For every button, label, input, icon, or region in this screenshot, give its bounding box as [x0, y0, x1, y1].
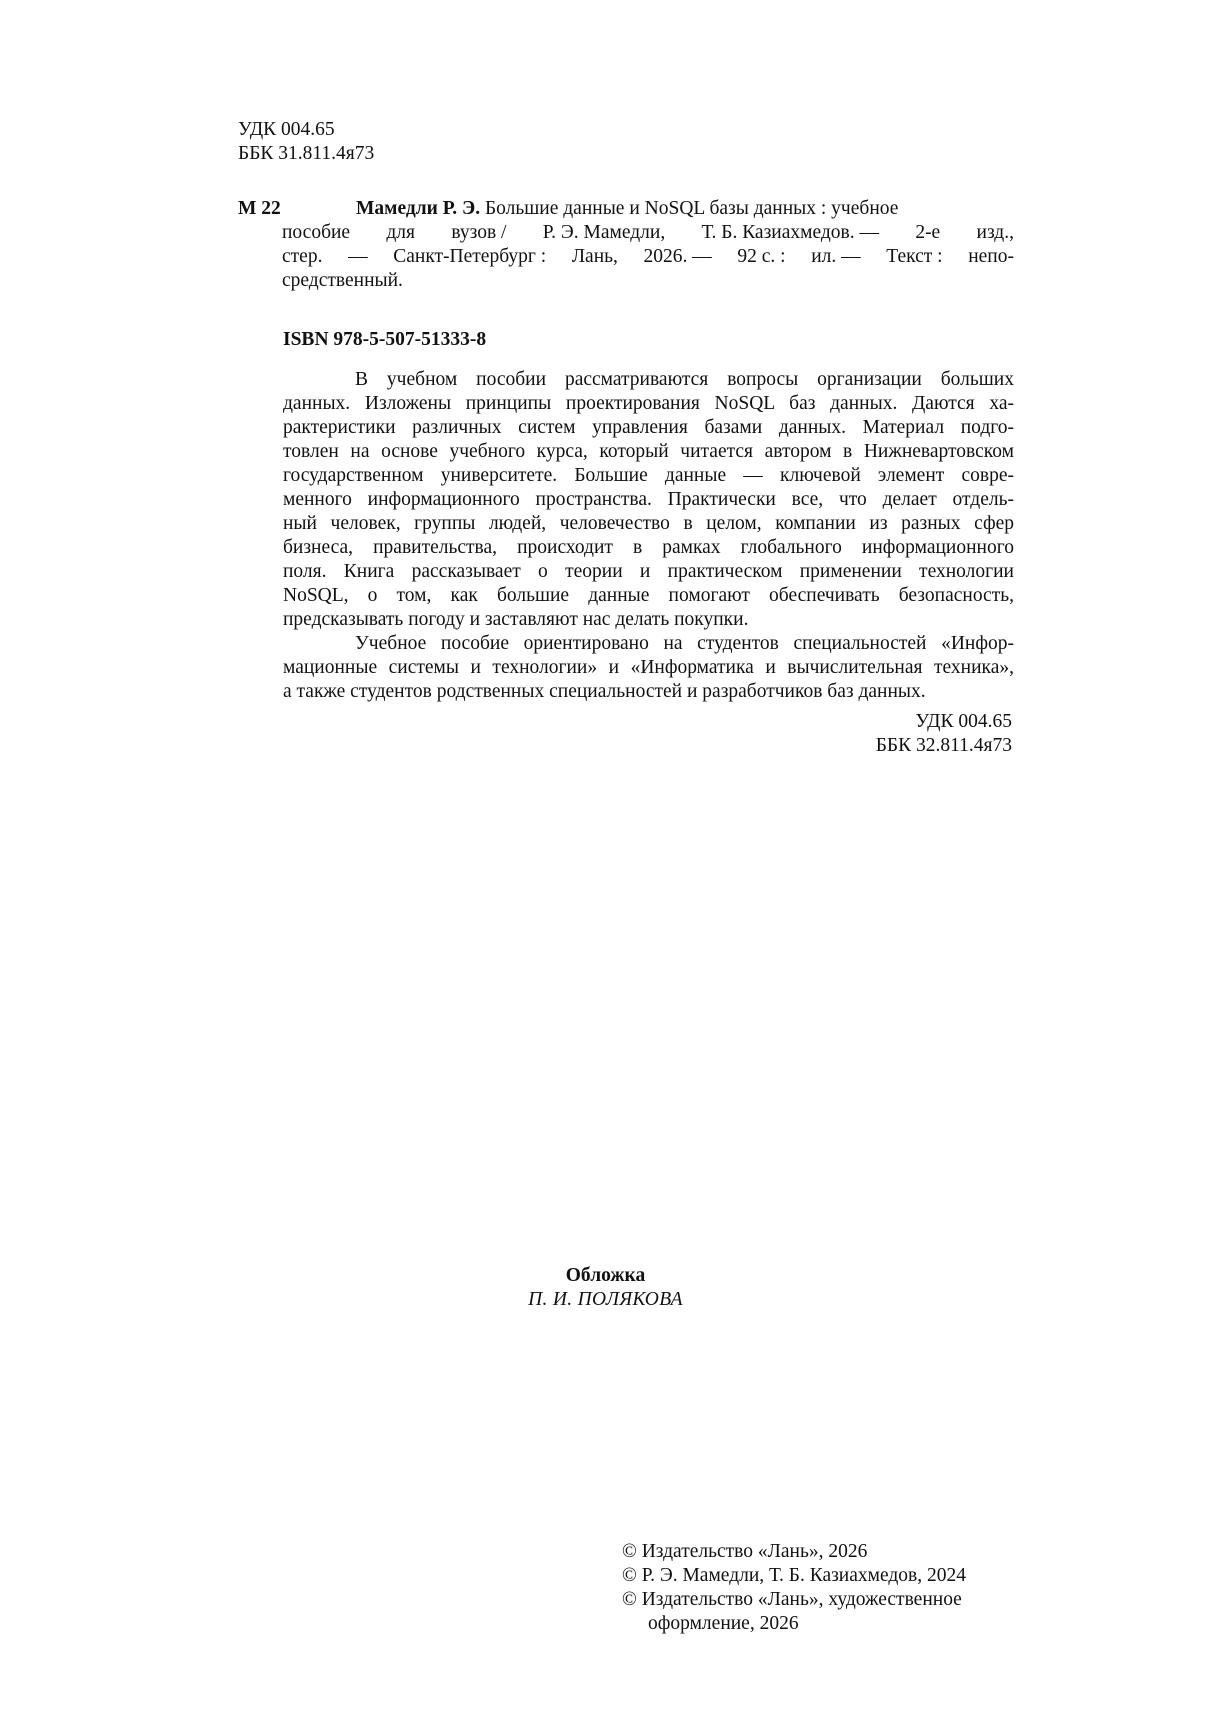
copyright-line: оформление, 2026 [648, 1613, 799, 1634]
catalog-entry [282, 197, 1014, 293]
udk-code: УДК 004.65 [238, 119, 335, 140]
udk-code: УДК 004.65 [915, 711, 1012, 732]
footer-classification-codes [876, 710, 1012, 758]
cover-label: Обложка [565, 1265, 646, 1286]
catalog-word: Лань, [571, 246, 618, 267]
catalog-entry-line [282, 245, 1014, 269]
cover-credit [0, 1264, 1211, 1312]
isbn: ISBN 978-5-507-51333-8 [283, 329, 487, 350]
catalog-word: стер. [282, 246, 323, 267]
cover-designer: П. И. ПОЛЯКОВА [528, 1289, 683, 1310]
catalog-entry-line [282, 221, 1014, 245]
annotation-line: В учебном пособии рассматриваются вопросы организации больших [355, 369, 1014, 390]
annotation-line: товлен на основе учебного курса, который читается автором в Нижневартовском [283, 441, 1014, 462]
annotation-line: поля. Книга рассказывает о теории и практическом применении технологии [283, 561, 1014, 582]
author-name: Мамедли Р. Э. [356, 198, 481, 219]
catalog-word: — [348, 246, 368, 267]
annotation-paragraph [283, 368, 1014, 632]
catalog-word: изд., [976, 222, 1014, 243]
annotation [283, 368, 1014, 704]
annotation-line: менного информационного пространства. Практически все, что делает отдель- [283, 489, 1014, 510]
annotation-line: NoSQL, о том, как большие данные помогают обеспечивать безопасность, [283, 585, 1014, 606]
copyright-line: © Издательство «Лань», художественное [622, 1589, 962, 1610]
catalog-word: Текст : [886, 246, 943, 267]
bbk-code: ББК 31.811.4я73 [238, 143, 375, 164]
copyright-block [622, 1540, 966, 1636]
catalog-word: для [386, 222, 416, 243]
annotation-paragraph [283, 632, 1014, 704]
bbk-code: ББК 32.811.4я73 [875, 735, 1012, 756]
annotation-line: данных. Изложены принципы проектирования NoSQL баз данных. Даются ха- [283, 393, 1014, 414]
copyright-line: © Издательство «Лань», 2026 [622, 1541, 868, 1562]
annotation-line: ный человек, группы людей, человечество в целом, компании из разных сфер [283, 513, 1014, 534]
catalog-entry-line: средственный. [282, 270, 403, 291]
annotation-line: государственном университете. Большие данные — ключевой элемент совре- [283, 465, 1014, 486]
catalog-word: пособие [282, 222, 351, 243]
annotation-line: мационные системы и технологии» и «Информатика и вычислительная техника», [283, 657, 1014, 678]
annotation-line: а также студентов родственных специальностей и разработчиков баз данных. [283, 681, 926, 702]
book-title: Большие данные и NoSQL базы данных : учебное [484, 198, 899, 219]
catalog-word: Санкт-Петербург : [393, 246, 547, 267]
catalog-word: 92 с. : [737, 246, 786, 267]
copyright-line: © Р. Э. Мамедли, Т. Б. Казиахмедов, 2024 [622, 1565, 967, 1586]
catalog-index: М 22 [238, 198, 281, 219]
catalog-entry-line [282, 197, 1014, 221]
catalog-word: 2026. — [643, 246, 712, 267]
catalog-word: Т. Б. Казиахмедов. — [701, 222, 880, 243]
header-classification-codes [238, 118, 374, 166]
catalog-word: Р. Э. Мамедли, [542, 222, 666, 243]
catalog-word: вузов / [451, 222, 507, 243]
catalog-word: 2-е [915, 222, 941, 243]
annotation-line: предсказывать погоду и заставляют нас делать покупки. [283, 609, 749, 630]
catalog-word: непо- [968, 246, 1014, 267]
annotation-line: рактеристики различных систем управления базами данных. Материал подго- [283, 417, 1014, 438]
annotation-line: бизнеса, правительства, происходит в рамках глобального информационного [283, 537, 1014, 558]
catalog-word: ил. — [811, 246, 861, 267]
annotation-line: Учебное пособие ориентировано на студентов специальностей «Инфор- [355, 633, 1014, 654]
